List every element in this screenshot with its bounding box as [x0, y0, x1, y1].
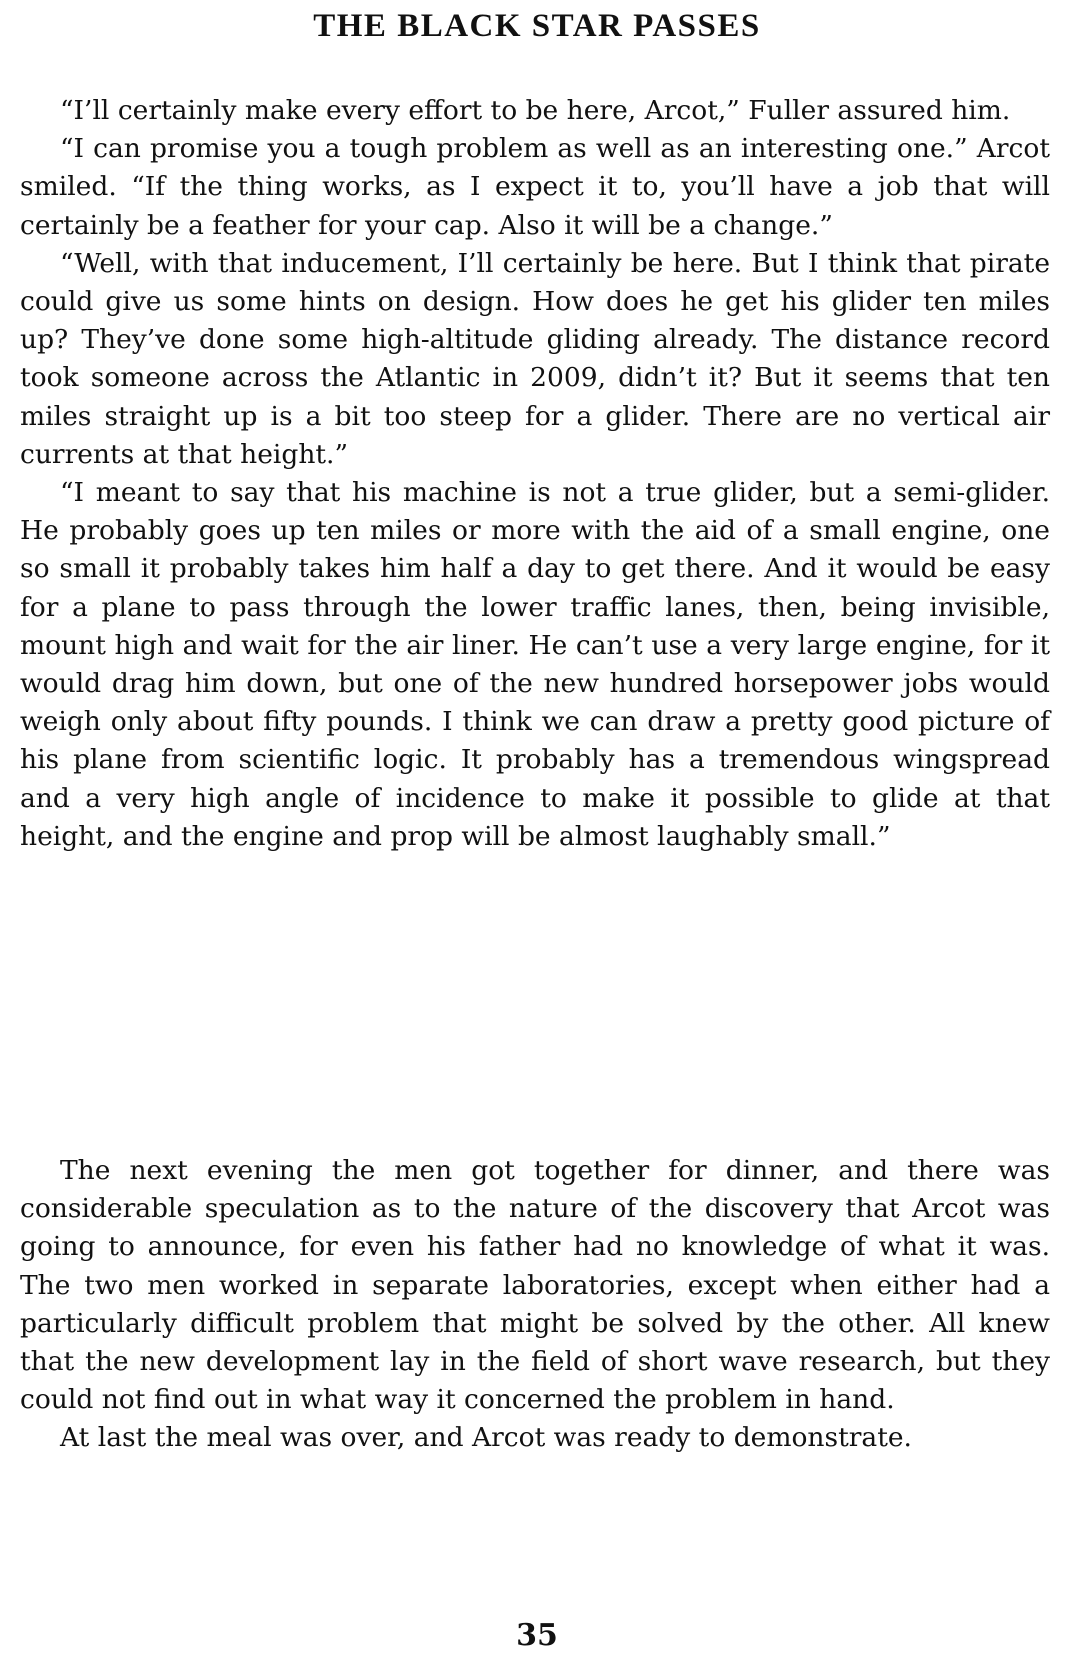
paragraph: “I meant to say that his machine is not a true glider, but a semi-glider. He probably goes up ten miles or more with the aid of a small engine, one so small it probably takes him half a day to get there. And it would be easy for a plane to pass through the lower traffic lanes, then, being invisible, mount high and wait for the air liner. He can’t use a very large engine, for it would drag him down, but one of the new hundred horsepower jobs would weigh only about fifty pounds. I think we can draw a pretty good picture of his plane from scientific logic. It probably has a tremendous wingspread and a very high angle of incidence to make it possible to glide at that height, and the engine and prop will be almost laughably small.” [20, 477, 1050, 852]
page-number: 35 [516, 1618, 558, 1653]
paragraph: “I can promise you a tough problem as well as an interesting one.” Arcot smiled. “If the thing works, as I expect it to, you’ll have a job that will certainly be a feather for your cap. Also it will be a change.” [20, 133, 1050, 241]
text-section-2 [20, 1152, 1050, 1458]
text-section-1 [20, 92, 1050, 856]
running-head: THE BLACK STAR PASSES [313, 8, 761, 44]
paragraph: “Well, with that inducement, I’ll certainly be here. But I think that pirate could give us some hints on design. How does he get his glider ten miles up? They’ve done some high-altitude gliding already. The distance record took someone across the Atlantic in 2009, didn’t it? But it seems that ten miles straight up is a bit too steep for a glider. There are no vertical air currents at that height.” [20, 247, 1050, 470]
paragraph: At last the meal was over, and Arcot was ready to demonstrate. [60, 1422, 912, 1454]
paragraph: The next evening the men got together for dinner, and there was considerable speculation as to the nature of the discovery that Arcot was going to announce, for even his father had no knowledge of what it was. The two men worked in separate laboratories, except when either had a particularly difficult problem that might be solved by the other. All knew that the new development lay in the field of short wave research, but they could not find out in what way it concerned the problem in hand. [20, 1155, 1050, 1416]
paragraph: “I’ll certainly make every effort to be here, Arcot,” Fuller assured him. [60, 95, 1011, 126]
